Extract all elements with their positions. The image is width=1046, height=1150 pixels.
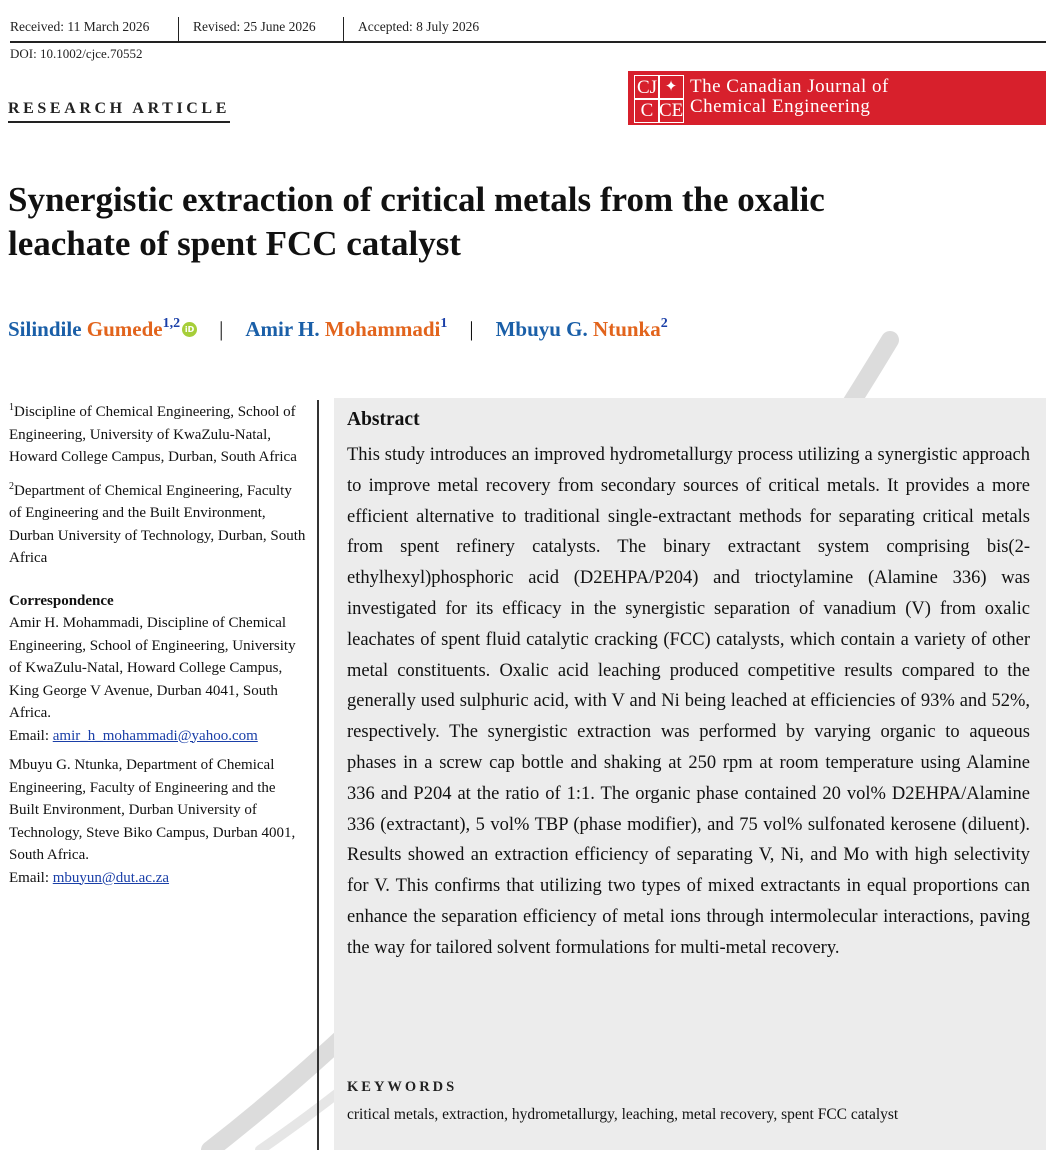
abstract-heading: Abstract	[347, 409, 420, 430]
author-first-name: Silindile	[8, 317, 82, 341]
author[interactable]	[496, 317, 668, 341]
affiliation	[9, 476, 307, 570]
abstract-text: This study introduces an improved hydrometallurgy process utilizing a synergistic approach to improve metal recovery from secondary sources of critical metals. It provides a more efficient alternative to traditional single-extractant methods for separating critical metals from spent refinery catalysts. The binary extractant system comprising bis(2-ethylhexyl)phosphoric acid (D2EHPA/P204) and trioctylamine (Alamine 336) was investigated for its efficacy in the synergistic separation of vanadium (V) from oxalic leachates of spent fluid catalytic cracking (FCC) catalysts, which contain a variety of other metal constituents. Oxalic acid leaching produced competitive results compared to the generally used sulphuric acid, with V and Ni being leached at efficiencies of 93% and 52%, respectively. The synergistic extraction was performed by varying organic to aqueous phases in a screw cap bottle and shaking at 250 rpm at room temperature using Alamine 336 and P204 at the ratio of 1:1. The organic phase contained 20 vol% D2EHPA/Alamine 336 (extractant), 5 vol% TBP (phase modifier), and 75 vol% sulfonated kerosene (diluent). Results showed an extraction efficiency of separating V, Ni, and Mo with high selectivity for V. This confirms that utilizing two types of mixed extractants in equal proportions can enhance the separation efficiency of metal ions through intermolecular interactions, paving the way for tailored solvent formulations for multi-metal recovery.	[347, 445, 1030, 958]
accepted-date: Accepted: 8 July 2026	[358, 19, 480, 34]
article-type: RESEARCH ARTICLE	[8, 100, 230, 123]
received-date: Received: 11 March 2026	[10, 19, 150, 34]
author-first-name: Amir H.	[245, 317, 320, 341]
keywords-heading: KEYWORDS	[347, 1079, 458, 1095]
journal-logo	[634, 75, 684, 123]
author-separator: |	[219, 317, 224, 341]
abstract-box	[334, 398, 1046, 1150]
correspondence-heading: Correspondence	[9, 592, 114, 609]
email-label: Email:	[9, 727, 53, 744]
logo-letters: CJ	[636, 77, 658, 98]
author-first-name: Mbuyu G.	[495, 317, 588, 341]
author-last-name: Ntunka	[593, 317, 661, 341]
divider	[343, 17, 344, 41]
author[interactable]	[8, 317, 197, 341]
affiliations-column	[9, 397, 307, 889]
affiliation	[9, 397, 307, 469]
author-last-name: Mohammadi	[324, 317, 441, 341]
title-line: leachate of spent FCC catalyst	[8, 224, 461, 263]
divider	[178, 17, 179, 41]
journal-banner[interactable]	[628, 71, 1046, 125]
affiliation-marker: 2	[660, 316, 668, 331]
email-label: Email:	[9, 869, 53, 886]
affiliation-text: Discipline of Chemical Engineering, School of Engineering, University of KwaZulu-Natal, Howard College Campus, Durban, South Africa	[9, 404, 297, 465]
date-bar	[10, 17, 1046, 43]
logo-letters: CE	[659, 100, 684, 121]
journal-title-line: Chemical Engineering	[690, 96, 871, 117]
author-last-name: Gumede	[86, 317, 163, 341]
journal-title-line: The Canadian Journal of	[690, 76, 889, 97]
correspondence-entry: Amir H. Mohammadi, Discipline of Chemical Engineering, School of Engineering, University of KwaZulu-Natal, Howard College Campus, King George V Avenue, Durban 4041, South Africa.	[9, 615, 296, 721]
affiliation-text: Department of Chemical Engineering, Faculty of Engineering and the Built Environment, Durban University of Technology, Durban, South Africa	[9, 482, 306, 566]
affiliation-marker: 1	[440, 316, 448, 331]
email-link[interactable]: amir_h_mohammadi@yahoo.com	[52, 727, 258, 744]
affiliation-number: 2	[9, 480, 14, 492]
orcid-icon[interactable]: iD	[182, 322, 197, 337]
keywords-text: critical metals, extraction, hydrometallurgy, leaching, metal recovery, spent FCC catalyst	[347, 1106, 899, 1123]
doi[interactable]: DOI: 10.1002/cjce.70552	[10, 46, 143, 61]
title-line: Synergistic extraction of critical metals from the oxalic	[8, 180, 825, 219]
column-divider	[317, 400, 319, 1150]
article-title	[8, 178, 1008, 266]
affiliation-number: 1	[9, 402, 14, 413]
correspondence-entry: Mbuyu G. Ntunka, Department of Chemical Engineering, Faculty of Engineering and the Built Environment, Durban University of Technology, Steve Biko Campus, Durban 4001, South Africa.	[9, 757, 296, 863]
journal-title	[690, 77, 889, 117]
author-separator: |	[469, 317, 474, 341]
email-link[interactable]: mbuyun@dut.ac.za	[52, 869, 170, 886]
affiliation-marker: 1,2	[162, 316, 181, 331]
revised-date: Revised: 25 June 2026	[193, 19, 316, 34]
logo-letters: C	[640, 100, 654, 121]
author[interactable]	[245, 317, 447, 341]
author-list	[8, 316, 668, 342]
maple-leaf-icon: ✦	[664, 79, 678, 95]
